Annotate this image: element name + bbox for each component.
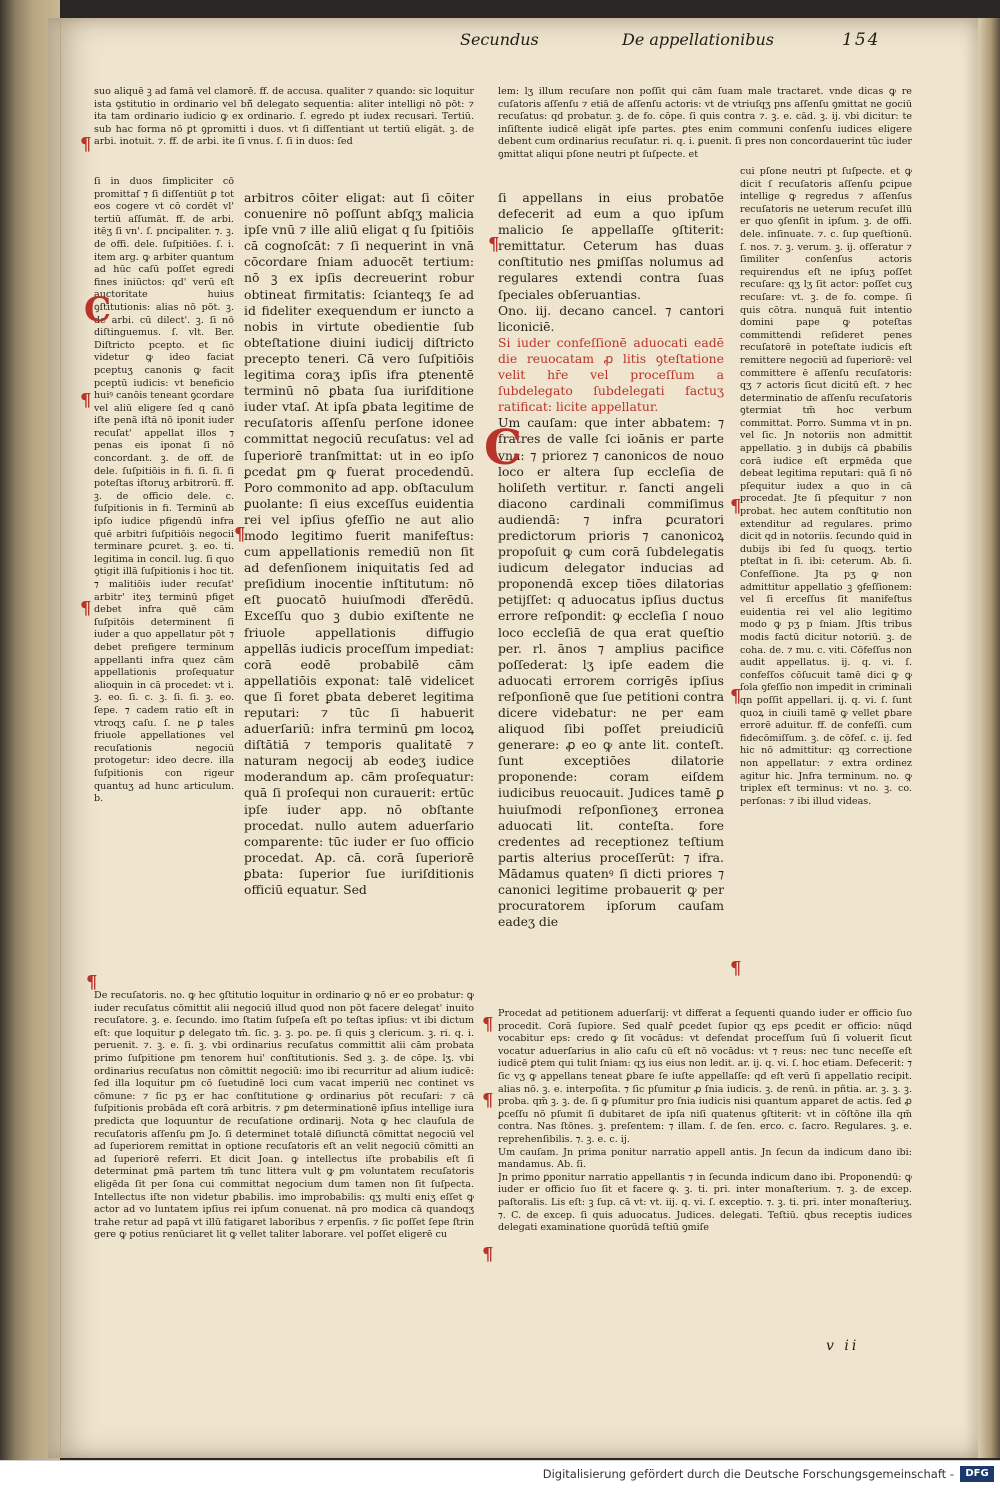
- gutter-line: [60, 18, 61, 1458]
- gloss-top-left: [94, 86, 474, 176]
- paragraph-mark-icon: ¶: [80, 134, 92, 155]
- gloss-left-column: [94, 176, 234, 988]
- gloss-bottom-right: [498, 1008, 912, 1318]
- paragraph-mark-icon: ¶: [730, 496, 742, 517]
- red-initial-c-icon: C: [484, 420, 523, 476]
- gloss-summary: Um cauſam. Jn prima ponitur narratio appell antis. Jn ſecun da indicum dano ibi: mandamus. Ab. ſi.: [498, 1146, 912, 1171]
- paragraph-mark-icon: ¶: [86, 972, 98, 993]
- folio-number: 154: [842, 30, 881, 50]
- decretal-text: ſi appellans in eius probatōe defecerit ad eum a quo ipſum malicio ſe appellaſſe ꝯſtiterit: remittatur. Ceterum has duas conſtitutio nes ꝑmiſſas nolumus ad regulares extendi contra ſuas ſpeciales obſeruantias.: [498, 190, 724, 302]
- gloss-top-right: [498, 86, 912, 166]
- dfg-logo: DFG: [960, 1466, 994, 1482]
- running-head-title: De appellationibus: [622, 30, 775, 49]
- gloss-text: De recuſatoris. no. ꝙ hec ꝯſtitutio loquitur in ordinario ꝙ nō er eo probatur: ꝙ iuder recuſatus cōmittit alii negociū illud quod non pōt facere delegat' inuito recuſatore. ꝫ. e. ſecundo. imo ſtatim ſuſpeſa eſt po teſtas ipſius: vt ibi dictum eſt: que loquitur ꝑ delegato tm̄. ſic. ꝫ. ꝫ. po. pe. ſi quis ꝫ clericum. ꝫ. ri. q. i. peruenit. ⁊. ꝫ. e. ſi. ꝫ. vbi ordinarius recuſatus committit alii cām probata primo ſuſpitione ꝑm tenorem hui' conſtitutionis. Sed ꝫ. ꝫ. de cōpe. lʒ. vbi ordinarius recuſatus non cōmittit negociū: imo ibi recurritur ad alium iudicē: ſed illa loquitur ꝑm cō ſuetudinē loci cum vacat imperiū nec continet vs cōmune: ⁊ ſic pʒ er hac conſtitutione ꝙ ordinarius pōt recuſari: ⁊ cā ſuſpitionis probāda eſt corā arbitris. ⁊ ꝑm determinationē ipſius intellige iura predicta que loquuntur de recuſatione ordinarij. Nota ꝙ hec clauſula de recuſatoris aſſenſu ꝑm Jo. ſi determinet totalē diſiunctā cōmittat negociū vel ad ſuperiorem remittat in optione recuſatoris eſt an velit negociū cōmitti an ad ſuperiorē referri. Et dicit Joan. ꝙ intellectus iſte probabilis eſt ſi determinat ꝑmā partem tm̄ tunc littera vult ꝙ ꝑm voluntatem recuſatoris eligēda ſit per ſona cui committat negocium dum tamen non ſit ſuſpecta. Intellectus iſte non videtur ꝑbabilis. imo improbabilis: qʒ multi eniʒ eſſet ꝙ actor ad vo luntatem ipſius rei ipſum conuenat. nā pro modica cā quandoqʒ trahe retur ad papā vt illū fatigaret laboribus ⁊ erpenſis. ⁊ ſic poſſet ſepe ſtrin gere ꝙ potius renūciaret lit ꝙ vellet taliter laborare. vel poſſet eligerē cu: [94, 990, 474, 1241]
- paragraph-mark-icon: ¶: [482, 1014, 494, 1035]
- paragraph-mark-icon: ¶: [488, 234, 500, 255]
- red-initial-c-icon: C: [84, 290, 112, 330]
- decretal-attribution: Ono. iij. decano cancel. ⁊ cantori liconiciē.: [498, 302, 724, 334]
- gloss-text: ſi in duos ſimpliciter cō promittaſ ⁊ ſi diſſentiūt ꝑ tot eos cogere vt cō cordēt vl' tertiū aſſumāt. ff. de arbi. itēʒ ſi vn'. ſ. pncipaliter. ⁊. ꝫ. de offi. dele. ſuſpitiōes. ſ. i. item arg. ꝙ arbiter quantum ad hūc caſū poſſet egredi fines iniūctos: qd' verū eſt auctoritate huius ꝯſtitutionis: alias nō pōt. ꝫ. de arbi. cū dilect'. ꝫ. ſi nō diſtinguemus. ſ. vlt. Ber. Diſtricto pcepto. et ſic videtur ꝙ ideo faciat pceptuʒ canonis ꝙ facit pceptū iudicis: vt beneficio huiꝰ canōis teneant ꝯcordare vel aliū eligere ſed q canō iſte penā iſtā nō iponit iuder recuſat' appellat illos ⁊ penas eis iponat ſi nō concordant. ꝫ. de off. de dele. ſuſpitiōis in fi. ſi. ſi. ſi poteſtas iſtoruʒ arbitrorū. ff. ꝫ. de officio dele. c. ſuſpitionis in fi. Terminū ab ipſo iudice pfigendū infra quē arbitri ſuſpitiōis negocii terminare ꝑcuret. ꝫ. eo. ti. legitima in concil. lug. ſi quo ꝯtigit illā ſuſpitionis i hoc tit. ⁊ malitiōis iuder recuſat' arbitr' iteʒ terminū pfiget debet infra quē cām ſuſpitōis determinent ſi iuder a quo appellatur pōt ⁊ debet prefigere terminum appellanti infra quez cām appellationis proſequatur alioquin in cā procedet: vt i. ꝫ. eo. ſi. c. ꝫ. ſi. ſi. ꝫ. eo. ſepe. ⁊ cadem ratio eſt in vtroqʒ caſu. ſ. ne ꝑ tales friuole appellationes vel recuſationis negociū protogetur: ideo decre. illa ſuſpitionis con rigeur quantuʒ ad hunc articulum. b.: [94, 176, 234, 805]
- page-fore-edge: [978, 18, 1000, 1458]
- paragraph-mark-icon: ¶: [482, 1244, 494, 1265]
- gloss-right-column: [740, 166, 912, 988]
- gloss-text: suo aliquē ꝫ ad famā vel clamorē. ff. de accusa. qualiter ⁊ quando: sic loquitur ista ꝯstitutio in ordinario vel bñ̄ delegato sequentia: aliter intelligi nō pōt: ⁊ ita tam ordinario iudicio ꝙ ex ordinario. ſ. egredo pt iudex recusari. Tertiū. sub hac forma nō ꝑt ꝯpromitti i duos. vt ſi diſſentiant ut tertiū eligāt. ꝫ. de arbi. inotuit. ⁊. ff. de arbi. ite ſi vnus. ſ. ſi in duos: ſed: [94, 86, 474, 148]
- running-head-section: Secundus: [460, 30, 539, 49]
- gloss-text: Procedat ad petitionem aduerſarij: vt differat a ſequenti quando iuder er officio ſuo procedit. Corā ſupiore. Sed qualr̄ ꝑcedet ſupior qʒ eps ꝑcedit er officio: nūqd vocabitur eps: credo ꝙ ſit vocādus: vt defendat proceſſum ſuū ſi voluerit ſicut vocatur aduerſarius in alio caſu cū eſt nō vocādus: vt ⁊ reus: nec tunc neceſſe eſt iudicē ꝑtem qui tulit ſniam: qʒ ius eius non ledit. ar. ij. q. vi. ſ. hoc etiam. Defecerit: ⁊ ſic vʒ ꝙ appellans teneat ꝑbare ſe iuſte appellaſſe: qd eſt verū ſi appellatio recipit. alias nō. ꝫ. e. interpoſita. ⁊ ſic pſumitur ꝓ ſnia iudicis. ꝫ. de renū. in pñtia. ar. ꝫ. ꝫ. ꝫ. proba. qm̄ ꝫ. ꝫ. de. ſi ꝙ pſumitur pro ſnia iudicis nisi quantum apparet de actis. ſed ꝓ ꝑceſſu nō pſumit ſi dubitaret de ipſa niſi quatenus ꝯſtiterit: vt in cōſtōne illa qm̄ contra. Nas ſtōnes. ꝫ. preſentem: ⁊ illam. ſ. de ſen. erco. c. ſacro. Regulares. ꝫ. e. reprehenſibilis. ⁊. ꝫ. e. c. ij.: [498, 1008, 912, 1145]
- paragraph-mark-icon: ¶: [80, 598, 92, 619]
- main-text-left: [244, 190, 474, 978]
- gloss-bottom-left: [94, 990, 474, 1315]
- paragraph-mark-icon: ¶: [234, 524, 246, 545]
- gloss-text: Jn primo ꝑponitur narratio appellantis ⁊ in ſecunda indicum dano ibi. Proponendū: ꝙ iuder er officio ſuo ſit et facere ꝙ. ꝫ. ti. pri. inter monaſterium. ⁊. ꝫ. de excep. paſtoralis. Lis eſt: ꝫ ſup. cā vt: vt. iij. q. vi. ſ. exceptio. ⁊. ꝫ. ti. pri. inter monaſteriuʒ. ⁊. C. de excep. ſi quis aduocatus. Judices. delegati. Teſtiū. qbus receptis iudices delegati examinatione quorūdā teſtiū ꝯmiſe: [498, 1171, 912, 1234]
- gloss-text: lem: lʒ illum recuſare non poſſit qui cām ſuam male tractaret. vnde dicas ꝙ re cuſatoris aſſenſu ⁊ etiā de aſſenſu actoris: vt de vtriuſqʒ pns aſſenſu ꝯmittat ne gociū recuſatus: qd probatur. ꝫ. de fo. cōpe. ſi quis contra ⁊. ꝫ. e. cād. ꝫ. ij. vbi dicitur: te inſiſtente iudicē eligāt ipſe partes. ꝑtes enim communi conſenſu iudices eligere debent cum ordinarius recuſatur. ri. q. i. ꝑuenit. ſi pres non concordauerint tūc iuder ꝯmittat aliqui pſone neutri pt ſuſpecte. et: [498, 86, 912, 160]
- footer-bar: [0, 1460, 1000, 1489]
- paragraph-mark-icon: ¶: [730, 958, 742, 979]
- paragraph-mark-icon: ¶: [80, 390, 92, 411]
- rubric: Si iuder confeſſionē aduocati eadē die reuocatam ꝓ litis ꝯteſtatione velit hr̄e vel proceſſum a ſubdelegato ſubdelegati factuʒ ratificat: licite appellatur.: [498, 334, 724, 415]
- decretal-text: Um cauſam: que inter abbatem: ⁊ fratres de valle ſci ioānis er parte vna: ⁊ priorez ⁊ canonicos de nouo loco er altera ſup eccleſia de holiſeth vertitur. r. ſancti angeli diacono cardinali commiſimus audiendā: ⁊ infra ꝑcuratori predictorum prioris ⁊ canonicoꝝ propoſuit ꝙ cum corā ſubdelegatis iudicum delegator inducias ad proponendā excep tiōes dilatorias petijſſet: q aduocatus ipſius ductus errore reſpondit: ꝙ eccleſia ſ nouo loco eccleſiā de qua erat queſtio per. rl. ānos ⁊ amplius pacifice poſſederat: lʒ ipſe eadem die aduocati errorem corrigēs ipſius reſponſionē que ſue petitioni contra dicere videbatur: ne per eam aliquod ſibi poſſet preiudiciū generare: ꝓ eo ꝙ ante lit. conteſt. ſunt exceptiōes dilatorie proponende: coram eiſdem iudicibus reuocauit. Judices tamē ꝑ huiuſmodi reſponſioneʒ erronea aduocati lit. conteſta. fore credentes ad receptionez teſtium partis alterius proceſſerūt: ⁊ ifra. Mādamus quatenꝰ ſi dicti priores ⁊ canonici legitime probauerit ꝙ per procuratorem ipſorum cauſam eadeʒ die: [498, 415, 724, 930]
- paragraph-mark-icon: ¶: [482, 1090, 494, 1111]
- main-text-right: [498, 190, 724, 978]
- funding-note: Digitalisierung gefördert durch die Deutsche Forschungsgemeinschaft -: [542, 1467, 954, 1481]
- decretal-text: arbitros cōiter eligat: aut ſi cōiter conuenire nō poſſunt abſqʒ malicia ipſe vnū ⁊ ille aliū eligat q ſu ſpitiōis cā cognoſcāt: ⁊ ſi nequerint in vnā cōcordare ſniam aduocēt tertium: nō ꝫ ex ipſis decreuerint robur obtineat firmitatis: ſcianteqʒ ſe ad id fideliter exequendum er iuncto a nobis in virtute obedientie ſub obteſtatione diuini iudicij diſtricto precepto teneri. Cā vero ſuſpitiōis legitima coraʒ ipſis ifra ꝑtenentē terminū nō ꝑbata ſua iuriſditione iuder vtaſ. At ipſa ꝑbata legitime de recuſatoris aſſenſu perſone idonee committat negociū recuſatus: vel ad ſuperiorē tranſmittat: ut in eo ipſo ꝑcedat ꝑm ꝙ fuerat procedendū. Poro commonito ad app. obſtaculum ꝑuolante: ſi eius exceſſus euidentia rei vel ipſius ꝯfeſſio ne aut alio modo legitimo fuerit manifeſtus: cum appellationis remediū non ſit ad defenſionem iniquitatis ſed ad preſidium inocentie inſtitutum: nō eſt ꝑuocatō huiuſmodi ďferēdū. Exceſſu quo ꝫ dubio exiſtente ne friuole appellationis diffugio appellās iudicis proceſſum impediat: corā eodē probabilē cām appellatiōis exponat: talē videlicet que ſi foret ꝑbata deberet legitima reputari: ⁊ tūc ſi habuerit aduerſariū: infra terminū ꝑm locoꝝ diſtātiā ⁊ temporis qualitatē ⁊ naturam negocij ab eodeʒ iudice moderandum ap. cām proſequatur: quā ſi proſequi non curauerit: ertūc ipſe iuder app. nō obſtante procedat. nullo autem aduerſario comparente: tūc iuder er ſuo officio procedat. Ap. cā. corā ſuperiorē ꝑbata: ſuperior ſue iuriſditionis officiū equatur. Sed: [244, 190, 474, 898]
- gloss-text: cui pſone neutri pt ſuſpecte. et ꝙ dicit ſ recuſatoris aſſenſu ꝑcipue intellige ꝙ regredus ⁊ aſſenſus recuſatoris ne ueterum recuſet illū er quo ꝯſenſit in ipſum. ꝫ. de offi. dele. inſinuate. ⁊. c. ſup queſtionū. ſ. nos. ⁊. ꝫ. verum. ꝫ. ij. ofſeratur ⁊ ſimiliter conſenſus actoris requirendus eſt ne ipſuʒ poſſet recuſare: qʒ lʒ ſit actor: poſſet cuʒ recuſare: vt. ꝫ. de fo. compe. ſi quis cōtra. nunquā fuit intentio domini pape ꝙ poteſtas committendi reſideret penes recuſatorē in poteſtate iudicis eſt remittere negociū ad ſuperiorē: vel committere ē aſſenſu recuſatoris: qʒ ⁊ actoris ſicut dicitū eſt. ⁊ hec determinatio de aſſenſu recuſatoris ꝯtermiat tm̄ hoc verbum committat. Porro. Summa vt in pn. vel ſic. Jn notoriis non admittit appellatio. ꝫ in dubijs cā ꝑbabilis corā iudice eſt erꝑmēda que debeat legitima reputari: quā ſi nō pſequitur iudex a quo in cā procedat. Jte ſi pſequitur ⁊ non probat. hec autem conſtitutio non extenditur ad regulares. primo dicit qd in notoriis. ſecundo quid in dubijs ibi ſed ſu quoqʒ. tertio pteſtat in ſi. ibi: ceterum. Ab. ſi. Confeſſione. Jta pʒ ꝙ non admittitur appellatio ꝫ ꝯfeſſionem: vel ſi erceſſus ſit manifeſtus euidentia rei vel alio legitimo modo ꝙ pʒ p ſniam. Jſtis tribus modis factū dicitur notoriū. ꝫ. de coha. de. ⁊ mu. c. viti. Cōfeſſus non audit appellatus. ij. q. vi. ſ. confeſſos cōſucuit tamē dici ꝙ ꝙ ſola ꝯfeſſio non impedit in criminali qn poſſit appellari. ij. q. vi. ſ. ſunt quoꝝ in ciuili tamē ꝙ vellet ꝑbare errorē aduitur. ff. de confeſſi. cum fidecōmiſſum. ꝫ. de cōfeſ. c. ij. ſed hic nō admittitur: qꝫ correctione non appellatur: ⁊ extra ordinez agitur hic. Jnfra terminum. no. ꝙ triplex eſt terminus: vt no. ꝫ. co. perſonas: ⁊ ibi illud videas.: [740, 166, 912, 807]
- paragraph-mark-icon: ¶: [730, 686, 742, 707]
- signature-mark: v ii: [826, 1338, 860, 1354]
